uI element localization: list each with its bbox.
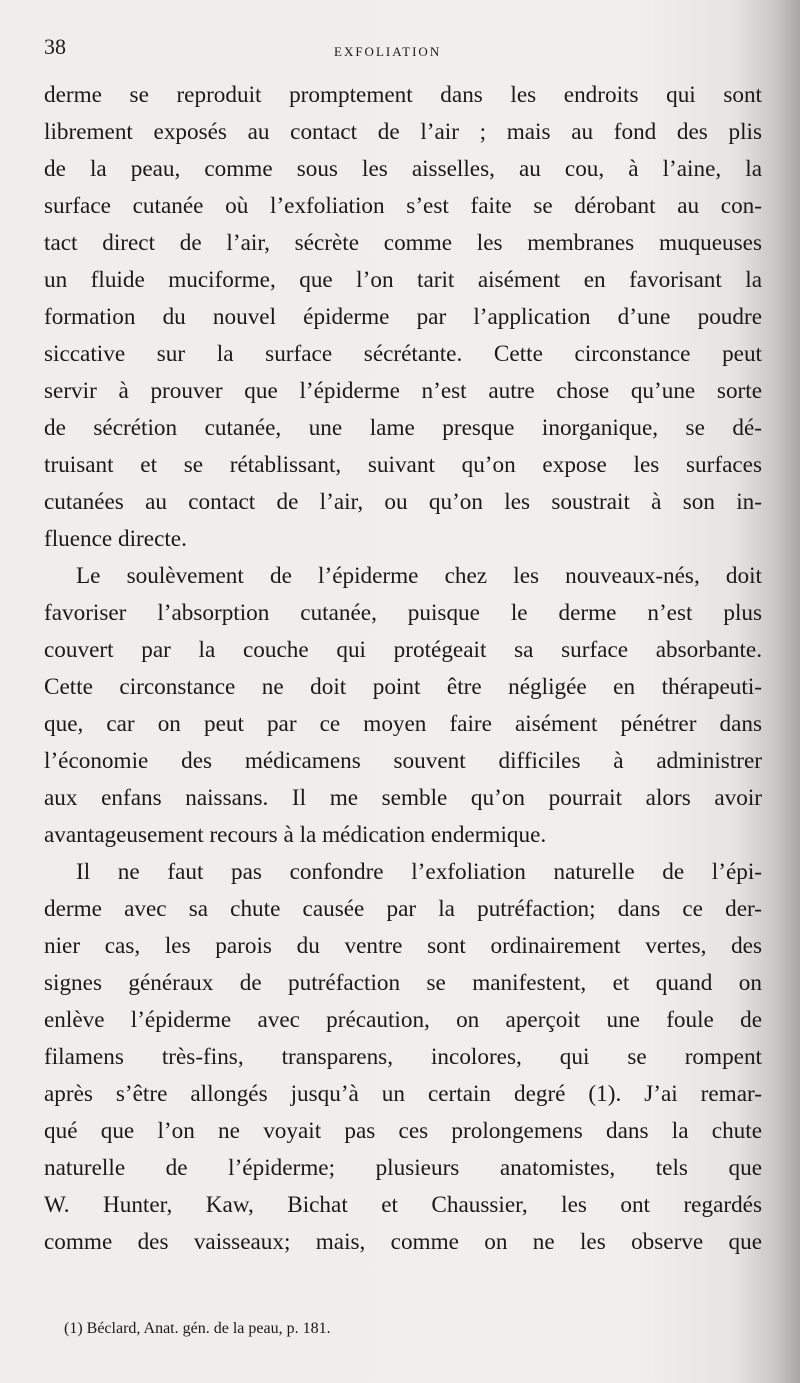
text-line: enlève l’épiderme avec précaution, on aperçoit une foule de: [44, 1007, 762, 1033]
text-line: nier cas, les parois du ventre sont ordinairement vertes, des: [44, 933, 762, 959]
text-line: qué que l’on ne voyait pas ces prolongemens dans la chute: [44, 1118, 762, 1144]
text-line: formation du nouvel épiderme par l’application d’une poudre: [44, 304, 762, 330]
text-line: avantageusement recours à la médication endermique.: [44, 822, 547, 848]
text-line: surface cutanée où l’exfoliation s’est faite se dérobant au con-: [44, 193, 762, 219]
text-line: de sécrétion cutanée, une lame presque inorganique, se dé-: [44, 415, 762, 441]
text-line: siccative sur la surface sécrétante. Cette circonstance peut: [44, 341, 762, 367]
text-line: derme se reproduit promptement dans les endroits qui sont: [44, 82, 762, 108]
body-text: [44, 77, 762, 1261]
text-line: Cette circonstance ne doit point être négligée en thérapeuti-: [44, 674, 762, 700]
text-line: comme des vaisseaux; mais, comme on ne les observe que: [44, 1229, 762, 1255]
text-line: que, car on peut par ce moyen faire aisément pénétrer dans: [44, 711, 762, 737]
text-line: couvert par la couche qui protégeait sa surface absorbante.: [44, 637, 762, 663]
text-line: de la peau, comme sous les aisselles, au cou, à l’aine, la: [44, 156, 762, 182]
text-line: après s’être allongés jusqu’à un certain degré (1). J’ai remar-: [44, 1081, 762, 1107]
text-line: Le soulèvement de l’épiderme chez les nouveaux-nés, doit: [76, 563, 762, 589]
text-line: aux enfans naissans. Il me semble qu’on pourrait alors avoir: [44, 785, 762, 811]
text-line: signes généraux de putréfaction se manifestent, et quand on: [44, 970, 762, 996]
text-line: naturelle de l’épiderme; plusieurs anatomistes, tels que: [44, 1155, 762, 1181]
text-line: Il ne faut pas confondre l’exfoliation naturelle de l’épi-: [76, 859, 762, 885]
footnote: (1) Béclard, Anat. gén. de la peau, p. 181.: [64, 1320, 331, 1337]
text-line: l’économie des médicamens souvent difficiles à administrer: [44, 748, 762, 774]
text-line: derme avec sa chute causée par la putréfaction; dans ce der-: [44, 896, 762, 922]
page-header: [44, 34, 764, 64]
text-line: servir à prouver que l’épiderme n’est autre chose qu’une sorte: [44, 378, 762, 404]
text-line: tact direct de l’air, sécrète comme les membranes muqueuses: [44, 230, 762, 256]
text-line: W. Hunter, Kaw, Bichat et Chaussier, les ont regardés: [44, 1192, 762, 1218]
text-line: filamens très-fins, transparens, incolores, qui se rompent: [44, 1044, 762, 1070]
running-title: EXFOLIATION: [334, 44, 442, 59]
text-line: truisant et se rétablissant, suivant qu’on expose les surfaces: [44, 452, 762, 478]
text-line: fluence directe.: [44, 526, 187, 552]
text-line: cutanées au contact de l’air, ou qu’on les soustrait à son in-: [44, 489, 762, 515]
page-number: 38: [44, 34, 66, 59]
text-line: un fluide muciforme, que l’on tarit aisément en favorisant la: [44, 267, 762, 293]
text-line: librement exposés au contact de l’air ; mais au fond des plis: [44, 119, 762, 145]
text-line: favoriser l’absorption cutanée, puisque le derme n’est plus: [44, 600, 762, 626]
